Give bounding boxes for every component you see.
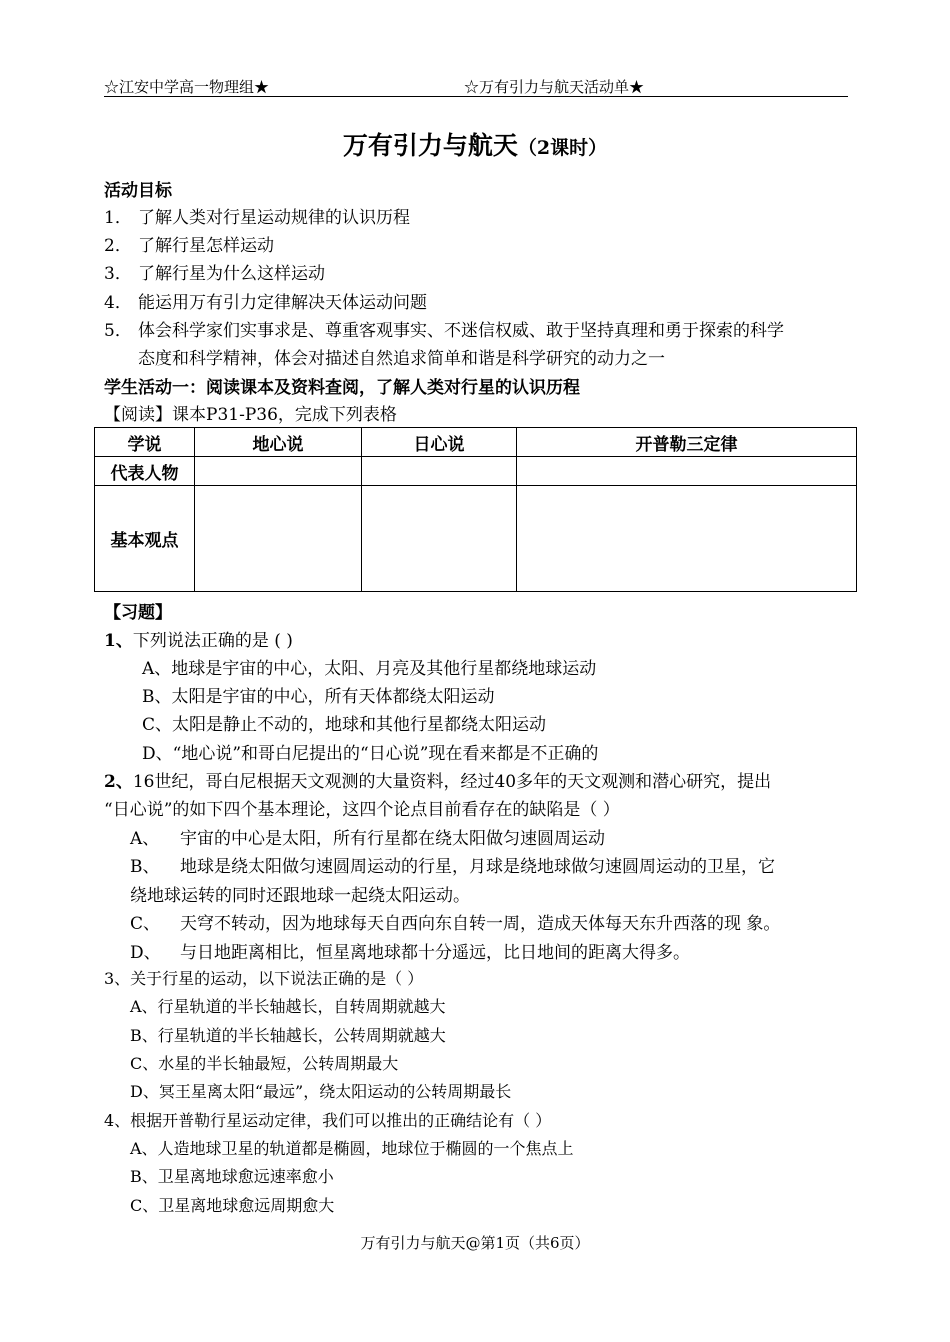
goal-item: 3． 了解行星为什么这样运动 — [104, 264, 325, 284]
table-blank-cell[interactable] — [195, 457, 362, 486]
header-topic: ☆万有引力与航天活动单★ — [464, 78, 645, 96]
question-option: B、行星轨道的半长轴越长，公转周期就越大 — [130, 1026, 446, 1045]
table-blank-cell[interactable] — [362, 457, 517, 486]
question-option: A、地球是宇宙的中心，太阳、月亮及其他行星都绕地球运动 — [142, 659, 597, 679]
reading-instruction: 【阅读】课本P31-P36，完成下列表格 — [104, 405, 397, 425]
goals-heading: 活动目标 — [104, 181, 172, 201]
table-header-cell: 开普勒三定律 — [517, 428, 857, 457]
goal-item: 2． 了解行星怎样运动 — [104, 236, 274, 256]
page-footer: 万有引力与航天@第1页（共6页） — [360, 1234, 590, 1252]
activity-heading: 学生活动一：阅读课本及资料查阅，了解人类对行星的认识历程 — [104, 378, 580, 398]
theory-table — [94, 427, 857, 592]
page-header — [104, 76, 848, 97]
question-option: A、行星轨道的半长轴越长，自转周期就越大 — [130, 997, 446, 1016]
title-main: 万有引力与航天 — [342, 131, 518, 160]
question-option: A、人造地球卫星的轨道都是椭圆，地球位于椭圆的一个焦点上 — [130, 1139, 574, 1158]
goal-item: 4． 能运用万有引力定律解决天体运动问题 — [104, 293, 427, 313]
table-blank-cell[interactable] — [517, 486, 857, 592]
table-blank-cell[interactable] — [195, 486, 362, 592]
table-header-cell: 日心说 — [362, 428, 517, 457]
question-4: 4、根据开普勒行星运动定律，我们可以推出的正确结论有（ ） — [104, 1111, 552, 1130]
header-school: ☆江安中学高一物理组★ — [104, 78, 270, 96]
question-2-continuation: “日心说”的如下四个基本理论，这四个论点目前看存在的缺陷是（ ） — [104, 800, 620, 820]
goal-item-continuation: 态度和科学精神，体会对描述自然追求简单和谐是科学研究的动力之一 — [138, 349, 665, 369]
question-option: D、“地心说”和哥白尼提出的“日心说”现在看来都是不正确的 — [142, 744, 599, 764]
question-1: 1、下列说法正确的是 ( ) — [104, 631, 293, 651]
question-2: 2、16世纪，哥白尼根据天文观测的大量资料，经过40多年的天文观测和潜心研究，提出 — [104, 772, 772, 792]
question-option: B、太阳是宇宙的中心，所有天体都绕太阳运动 — [142, 687, 495, 707]
goal-item: 1． 了解人类对行星运动规律的认识历程 — [104, 208, 410, 228]
question-option: A、 宇宙的中心是太阳，所有行星都在绕太阳做匀速圆周运动 — [130, 829, 605, 849]
table-row-label: 基本观点 — [95, 486, 195, 592]
question-option: B、 地球是绕太阳做匀速圆周运动的行星，月球是绕地球做匀速圆周运动的卫星，它 — [130, 857, 775, 877]
question-option: C、太阳是静止不动的，地球和其他行星都绕太阳运动 — [142, 715, 547, 735]
exercises-heading: 【习题】 — [104, 603, 172, 623]
question-option-continuation: 绕地球运转的同时还跟地球一起绕太阳运动。 — [130, 886, 470, 906]
question-option: B、卫星离地球愈远速率愈小 — [130, 1167, 334, 1186]
question-option: C、卫星离地球愈远周期愈大 — [130, 1196, 335, 1215]
table-blank-cell[interactable] — [517, 457, 857, 486]
table-blank-cell[interactable] — [362, 486, 517, 592]
question-option: C、 天穹不转动，因为地球每天自西向东自转一周，造成天体每天东升西落的现 象。 — [130, 914, 781, 934]
goal-item: 5． 体会科学家们实事求是、尊重客观事实、不迷信权威、敢于坚持真理和勇于探索的科学 — [104, 321, 784, 341]
question-option: D、冥王星离太阳“最远”，绕太阳运动的公转周期最长 — [130, 1082, 512, 1101]
table-row-label: 代表人物 — [95, 457, 195, 486]
question-option: C、水星的半长轴最短，公转周期最大 — [130, 1054, 399, 1073]
table-header-cell: 地心说 — [195, 428, 362, 457]
title-suffix: （2课时） — [517, 137, 608, 159]
table-header-cell: 学说 — [95, 428, 195, 457]
page-title — [0, 126, 950, 162]
question-3: 3、关于行星的运动，以下说法正确的是（ ） — [104, 969, 424, 988]
question-option: D、 与日地距离相比，恒星离地球都十分遥远，比日地间的距离大得多。 — [130, 943, 690, 963]
